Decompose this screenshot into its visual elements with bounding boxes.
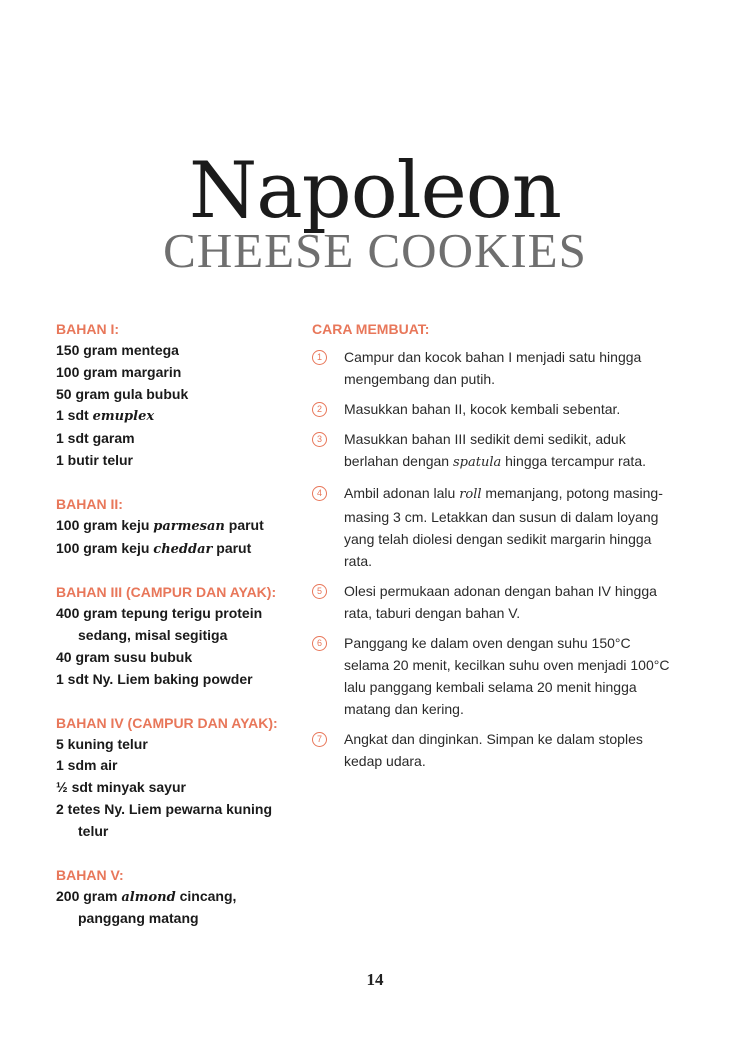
text-part: Masukkan bahan II, kocok kembali sebentar. [344,401,621,417]
ingredient-section-title: BAHAN IV (CAMPUR DAN AYAK): [56,714,278,731]
text-part: hingga tercampur rata. [501,453,646,469]
text-part: 100 gram keju [56,539,154,556]
ingredient-section-title: BAHAN III (CAMPUR DAN AYAK): [56,584,277,601]
text-part: 50 gram gula bubuk [56,385,189,402]
ingredient-section [56,318,306,472]
italic-term: almond [121,889,176,905]
step-text [344,583,657,621]
step-number-icon: 3 [312,432,327,447]
ingredient-section-title: BAHAN II: [56,495,123,512]
step-text [344,731,643,769]
text-part: 1 butir telur [56,451,134,468]
italic-term: parmesan [153,518,225,534]
method-step [312,398,672,420]
text-part: Campur dan kocok bahan I menjadi satu hingga mengembang dan putih. [344,349,642,387]
recipe-title: Napoleon [189,146,561,236]
text-part: memanjang, potong masing-masing 3 cm. Letakkan dan susun di dalam loyang yang telah diolesi dengan sedikit margarin hingga rata. [344,485,663,569]
step-text [344,349,641,387]
method-steps [312,346,672,772]
text-part: Ambil adonan lalu [344,485,460,501]
text-part: cincang, panggang matang [78,887,237,927]
step-text [344,401,620,417]
text-part: Masukkan bahan III sedikit demi sedikit, aduk berlahan dengan [344,431,626,469]
page-number: 14 [366,970,384,989]
step-text [344,431,646,469]
text-part: 150 gram mentega [56,342,179,358]
text-part: parut [212,539,252,556]
step-text [344,485,663,569]
ingredient-item [56,886,306,931]
method-column [312,318,672,780]
text-part: 100 gram keju [56,516,154,533]
method-title: CARA MEMBUAT: [312,321,430,337]
text-part: 40 gram susu bubuk [56,648,193,665]
italic-term: cheddar [153,541,213,557]
step-number-icon: 5 [312,584,327,599]
text-part: 1 sdt garam [56,430,135,447]
ingredient-section [56,712,306,843]
text-part: 1 sdm air [56,757,118,774]
text-part: 400 gram tepung terigu protein sedang, misal segitiga [56,605,263,644]
method-step [312,580,672,624]
ingredient-item [56,755,306,777]
text-part: 200 gram [56,887,122,904]
method-step [312,632,672,720]
ingredient-item [56,799,306,843]
text-part: 100 gram margarin [56,363,182,380]
ingredient-item [56,362,306,384]
method-step [312,346,672,390]
ingredient-section-title: BAHAN I: [56,321,119,337]
ingredient-item [56,340,306,362]
step-number-icon: 1 [312,350,327,365]
method-step [312,728,672,772]
ingredient-item [56,515,306,538]
ingredient-item [56,538,306,561]
text-part: 5 kuning telur [56,735,148,752]
ingredient-item [56,603,306,647]
text-part: parut [224,516,264,533]
recipe-subtitle: CHEESE COOKIES [163,223,587,278]
text-part: ½ sdt minyak sayur [56,779,186,796]
ingredient-item [56,384,306,406]
ingredient-section [56,493,306,561]
text-part: Angkat dan dinginkan. Simpan ke dalam stoples kedap udara. [344,731,643,769]
text-part: 2 tetes Ny. Liem pewarna kuning telur [56,800,273,839]
ingredients-column [56,318,306,951]
ingredient-section-title: BAHAN V: [56,866,124,883]
ingredient-item [56,647,306,669]
text-part: Panggang ke dalam oven dengan suhu 150°C selama 20 menit, kecilkan suhu oven menjadi 100°C lalu panggang kembali selama 20 menit hingga matang dan kering. [344,635,670,717]
ingredient-section [56,581,306,690]
italic-term: roll [459,487,482,502]
step-text [344,635,669,717]
text-part: 1 sdt Ny. Liem baking powder [56,670,253,687]
italic-term: emuplex [92,409,155,425]
method-step [312,428,672,474]
step-number-icon: 6 [312,636,327,651]
italic-term: spatula [453,455,502,470]
method-step [312,482,672,572]
ingredient-item [56,777,306,799]
ingredient-item [56,450,306,472]
step-number-icon: 7 [312,732,327,747]
text-part: 1 sdt [56,407,93,424]
ingredient-item [56,405,306,428]
ingredient-item [56,669,306,691]
step-number-icon: 4 [312,486,327,501]
ingredient-section [56,864,306,931]
ingredient-item [56,428,306,450]
ingredient-item [56,734,306,756]
text-part: Olesi permukaan adonan dengan bahan IV hingga rata, taburi dengan bahan V. [344,583,657,621]
step-number-icon: 2 [312,402,327,417]
